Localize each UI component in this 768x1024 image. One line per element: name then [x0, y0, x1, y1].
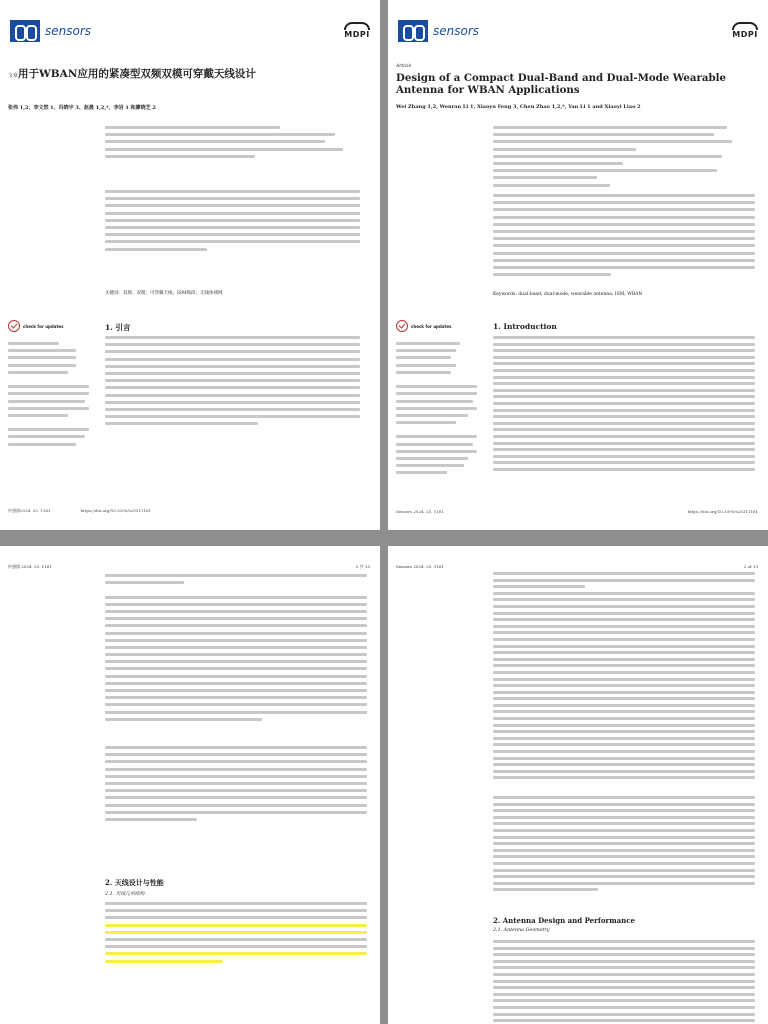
page-footer — [8, 508, 370, 514]
abstract — [105, 190, 360, 255]
geometry-body — [105, 902, 367, 967]
check-for-updates[interactable] — [396, 320, 452, 332]
check-updates-icon — [8, 320, 20, 332]
abstract — [493, 194, 755, 280]
geometry-body — [493, 940, 755, 1024]
article-title — [8, 66, 368, 81]
mdpi-arc-icon — [732, 22, 758, 30]
page-number: 2 of 13 — [743, 564, 758, 569]
page-number: 2 共 13 — [355, 564, 370, 569]
page-cn-1 — [0, 0, 380, 530]
running-header — [396, 564, 758, 569]
keywords: Keywords: dual-band; dual-mode; wearable antenna; ISM; WBAN — [493, 292, 643, 297]
running-header — [8, 564, 370, 570]
author-list: 张伟 1,2、李文然 1、冯晓宇 3、赵晨 1,2,*、李岩 1 和廖晓芝 2 — [8, 105, 156, 111]
journal-logo — [10, 20, 91, 42]
mdpi-logo — [732, 22, 758, 39]
check-updates-label: check for updates — [411, 323, 452, 329]
check-updates-label: check for updates — [23, 323, 64, 329]
paragraph — [105, 746, 367, 825]
page-en-2 — [388, 546, 768, 1024]
journal-name: sensors — [433, 24, 480, 38]
page-cn-2 — [0, 546, 380, 1024]
introduction-body — [105, 336, 360, 429]
section-heading-introduction: 1. 引言 — [105, 323, 131, 332]
article-title: Design of a Compact Dual-Band and Dual-Mode Wearable Antenna for WBAN Applications — [396, 72, 726, 96]
section-heading-design: 2. Antenna Design and Performance — [493, 916, 635, 925]
paragraph — [493, 572, 755, 783]
keywords: 关键词：双频；双模；可穿戴天线；ISM频段；无线体域网 — [105, 291, 223, 296]
affiliations — [493, 126, 753, 191]
subsection-heading-geometry: 2.1. 天线几何结构 — [105, 892, 145, 897]
mdpi-arc-icon — [344, 22, 370, 30]
footer-citation: Sensors 2024, 25, 1161 — [396, 509, 444, 514]
sensors-logo-icon — [10, 20, 40, 42]
footer-citation: 传感器2024, 25, 1161 — [8, 508, 51, 513]
sensors-logo-icon — [398, 20, 428, 42]
journal-name: sensors — [45, 24, 92, 38]
citation-sidebar — [396, 342, 481, 479]
page-header — [10, 20, 370, 46]
paragraph — [493, 796, 755, 895]
publisher-name: MDPI — [344, 30, 370, 39]
subsection-heading-geometry: 2.1. Antenna Geometry — [493, 928, 550, 933]
author-list: Wei Zhang 1,2, Wenran Li 1, Xiaoyu Feng 3, Chen Zhao 1,2,*, Yan Li 1 and Xiaoyi Liao 2 — [396, 104, 641, 110]
running-header-citation: 传感器 2024, 25, 1161 — [8, 564, 52, 569]
affiliations — [105, 126, 355, 162]
introduction-body — [493, 336, 755, 474]
section-heading-introduction: 1. Introduction — [493, 322, 557, 331]
paragraph — [105, 574, 367, 725]
journal-logo — [398, 20, 479, 42]
article-title-text: 用于WBAN应用的紧凑型双频双模可穿戴天线设计 — [18, 68, 256, 80]
page-header — [398, 20, 758, 46]
running-header-citation: Sensors 2024, 25, 1161 — [396, 564, 444, 569]
footer-doi[interactable]: https://doi.org/10.3390/s25311161 — [80, 508, 152, 513]
page-footer — [396, 509, 758, 514]
section-heading-design: 2. 天线设计与性能 — [105, 878, 164, 887]
check-updates-icon — [396, 320, 408, 332]
footer-doi[interactable]: https://doi.org/10.3390/s25311161 — [687, 509, 758, 514]
page-en-1 — [388, 0, 768, 530]
check-for-updates[interactable] — [8, 320, 64, 332]
article-type: Article — [396, 64, 412, 69]
citation-sidebar — [8, 342, 93, 450]
article-type: 文章 — [8, 73, 19, 79]
mdpi-logo — [344, 22, 370, 39]
publisher-name: MDPI — [732, 30, 758, 39]
